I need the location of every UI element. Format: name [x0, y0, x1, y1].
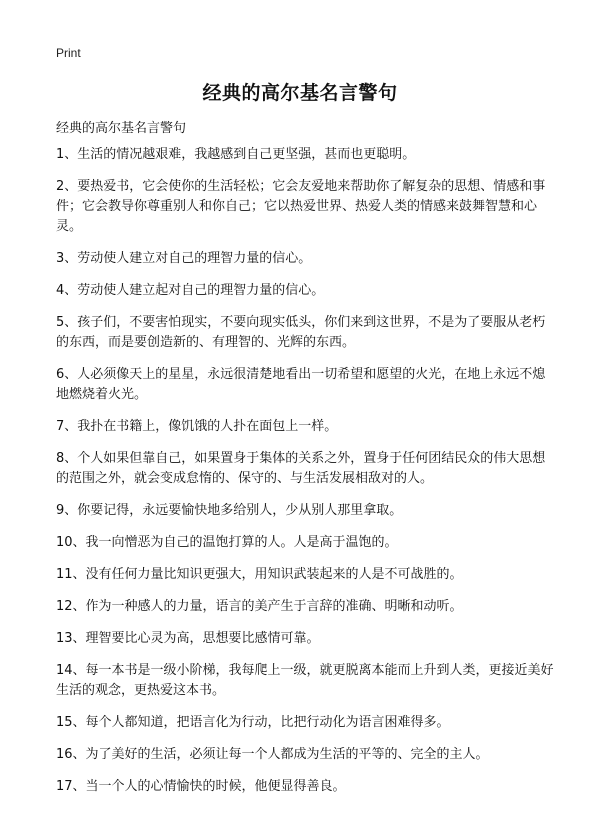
- quote-item: 6、人必须像天上的星星，永远很清楚地看出一切希望和愿望的火光，在地上永远不熄地燃烧着火光。: [56, 367, 546, 402]
- quote-item: 5、孩子们，不要害怕现实，不要向现实低头，你们来到这世界，不是为了要服从老朽的东西，而是要创造新的、有理智的、光辉的东西。: [56, 315, 546, 350]
- quote-item: 4、劳动使人建立起对自己的理智力量的信心。: [56, 283, 325, 298]
- quote-item: 3、劳动使人建立对自己的理智力量的信心。: [56, 251, 312, 266]
- quote-item: 15、每个人都知道，把语言化为行动，比把行动化为语言困难得多。: [56, 715, 450, 730]
- quote-item: 2、要热爱书，它会使你的生活轻松；它会友爱地来帮助你了解复杂的思想、情感和事件；它会教导你尊重别人和你自己；它以热爱世界、热爱人类的情感来鼓舞智慧和心灵。: [56, 179, 546, 234]
- quote-item: 12、作为一种感人的力量，语言的美产生于言辞的准确、明晰和动听。: [56, 599, 463, 614]
- quote-item: 10、我一向憎恶为自己的温饱打算的人。人是高于温饱的。: [56, 535, 398, 550]
- quote-item: 1、生活的情况越艰难，我越感到自己更坚强，甚而也更聪明。: [56, 147, 416, 162]
- quote-item: 7、我扑在书籍上，像饥饿的人扑在面包上一样。: [56, 419, 338, 434]
- quote-item: 14、每一本书是一级小阶梯，我每爬上一级，就更脱离本能而上升到人类，更接近美好生活的观念，更热爱这本书。: [56, 663, 554, 698]
- article-subtitle: 经典的高尔基名言警句: [56, 121, 187, 136]
- quote-item: 8、个人如果但靠自己，如果置身于集体的关系之外，置身于任何团结民众的伟大思想的范围之外，就会变成怠惰的、保守的、与生活发展相敌对的人。: [56, 451, 546, 486]
- quote-item: 13、理智要比心灵为高，思想要比感情可靠。: [56, 631, 320, 646]
- quote-list: [56, 145, 556, 809]
- quote-item: 16、为了美好的生活，必须让每一个人都成为生活的平等的、完全的主人。: [56, 747, 489, 762]
- quote-item: 17、当一个人的心情愉快的时候，他便显得善良。: [56, 779, 346, 794]
- page-title: 经典的高尔基名言警句: [202, 82, 398, 104]
- quote-item: 11、没有任何力量比知识更强大，用知识武装起来的人是不可战胜的。: [56, 567, 463, 582]
- print-link[interactable]: Print: [56, 46, 81, 60]
- quote-item: 9、你要记得，永远要愉快地多给别人，少从别人那里拿取。: [56, 503, 403, 518]
